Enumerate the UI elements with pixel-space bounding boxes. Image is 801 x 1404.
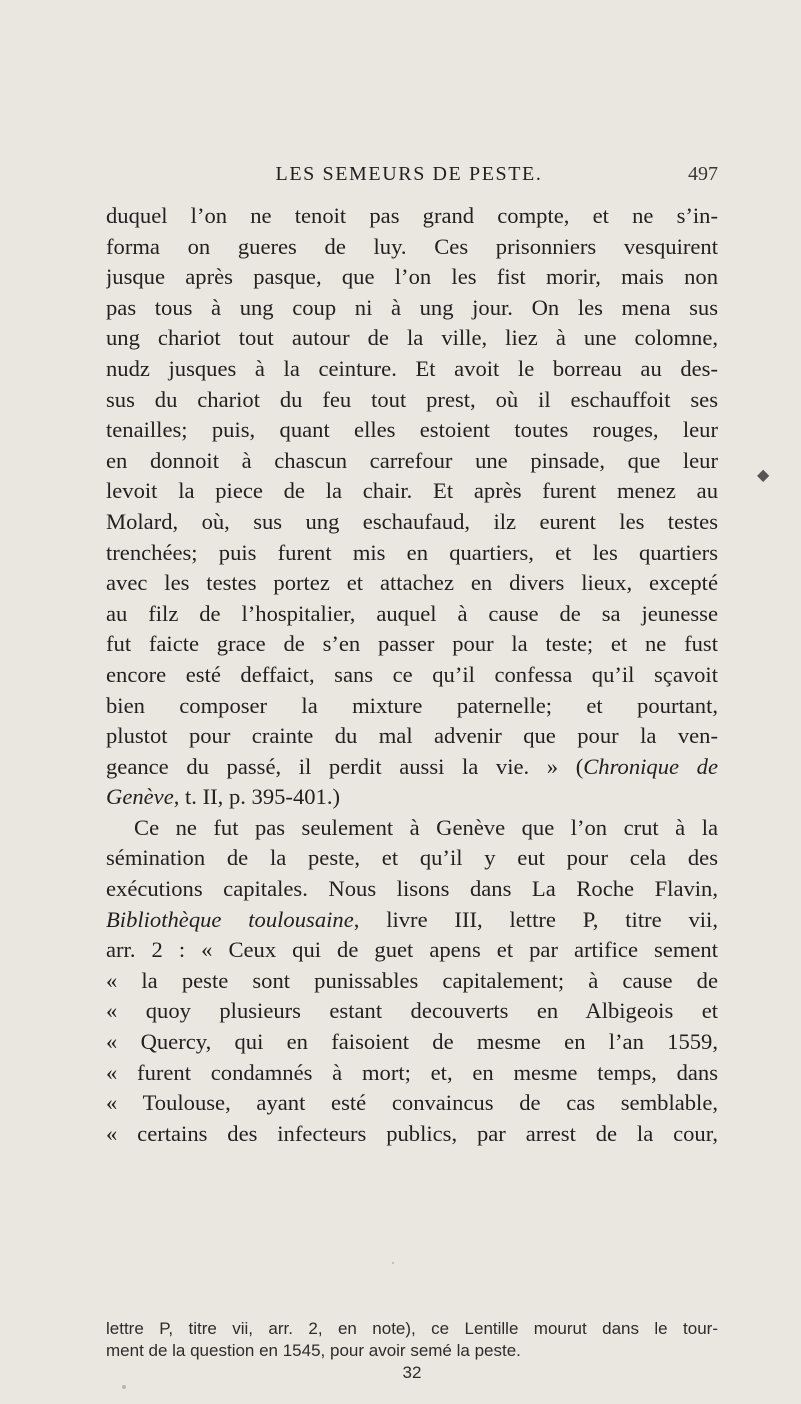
text-line: en donnoit à chascun carrefour une pinsade, que leur (106, 447, 718, 473)
text-line: jusque après pasque, que l’on les fist morir, mais non (106, 264, 718, 290)
text-line: ung chariot tout autour de la ville, liez à une colomne, (106, 325, 718, 351)
text-line: encore esté deffaict, sans ce qu’il confessa qu’il sçavoit (106, 661, 718, 687)
text-fragment: geance du passé, il perdit aussi la vie. » ( (106, 753, 584, 779)
text-line: pas tous à ung coup ni à ung jour. On les mena sus (106, 294, 718, 320)
text-line: bien composer la mixture paternelle; et pourtant, (106, 692, 718, 718)
text-line-with-biblio (106, 905, 718, 936)
text-line: sus du chariot du feu tout prest, où il eschauffoit ses (106, 386, 718, 412)
text-line: « Toulouse, ayant esté convaincus de cas semblable, (106, 1090, 718, 1116)
text-line: forma on gueres de luy. Ces prisonniers vesquirent (106, 233, 718, 259)
footnote (106, 1318, 718, 1384)
footnote-line: lettre P, titre vii, arr. 2, en note), ce Lentille mourut dans le tour- (106, 1319, 718, 1338)
text-line: fut faicte grace de s’en passer pour la teste; et ne fust (106, 631, 718, 657)
text-line: arr. 2 : « Ceux qui de guet apens et par artifice sement (106, 937, 718, 963)
text-line: « furent condamnés à mort; et, en mesme temps, dans (106, 1059, 718, 1085)
biblio-rest: , livre III, lettre P, titre vii, (353, 906, 718, 932)
running-head (100, 163, 718, 193)
page-number: 497 (688, 163, 718, 185)
citation-line (106, 782, 718, 813)
text-line: « certains des infecteurs publics, par arrest de la cour, (106, 1120, 718, 1146)
biblio-work: Bibliothèque toulousaine (106, 906, 354, 932)
citation-reference: , t. II, p. 395-401.) (173, 784, 341, 810)
footnote-line: ment de la question en 1545, pour avoir semé la peste. (106, 1341, 521, 1360)
paper-speck (392, 1262, 394, 1264)
signature-mark: 32 (402, 1363, 422, 1382)
body-text (106, 201, 718, 1149)
text-line-with-citation (106, 752, 718, 783)
text-line: nudz jusques à la ceinture. Et avoit le borreau au des- (106, 355, 718, 381)
margin-mark-icon: ◆ (757, 465, 770, 484)
text-line: avec les testes portez et attachez en divers lieux, excepté (106, 570, 718, 596)
text-line: au filz de l’hospitalier, auquel à cause de sa jeunesse (106, 600, 718, 626)
paragraph-first-line: Ce ne fut pas seulement à Genève que l’on crut à la (134, 814, 718, 840)
running-title: LES SEMEURS DE PESTE. (275, 163, 543, 185)
citation-work-continued: Genève (106, 784, 174, 810)
text-line: « quoy plusieurs estant decouverts en Albigeois et (106, 998, 718, 1024)
text-line: trenchées; puis furent mis en quartiers, et les quartiers (106, 539, 718, 565)
text-line: levoit la piece de la chair. Et après furent menez au (106, 478, 718, 504)
text-line: exécutions capitales. Nous lisons dans La Roche Flavin, (106, 876, 718, 902)
text-line: plustot pour crainte du mal advenir que pour la ven- (106, 723, 718, 749)
text-line: sémination de la peste, et qu’il y eut pour cela des (106, 845, 718, 871)
paper-speck (122, 1385, 126, 1389)
citation-work: Chronique de (583, 753, 718, 779)
text-line: tenailles; puis, quant elles estoient toutes rouges, leur (106, 417, 718, 443)
text-line: « Quercy, qui en faisoient de mesme en l’an 1559, (106, 1029, 718, 1055)
text-line: duquel l’on ne tenoit pas grand compte, et ne s’in- (106, 203, 718, 228)
text-line: Molard, où, sus ung eschaufaud, ilz eurent les testes (106, 508, 718, 534)
text-line: « la peste sont punissables capitalement; à cause de (106, 967, 718, 993)
